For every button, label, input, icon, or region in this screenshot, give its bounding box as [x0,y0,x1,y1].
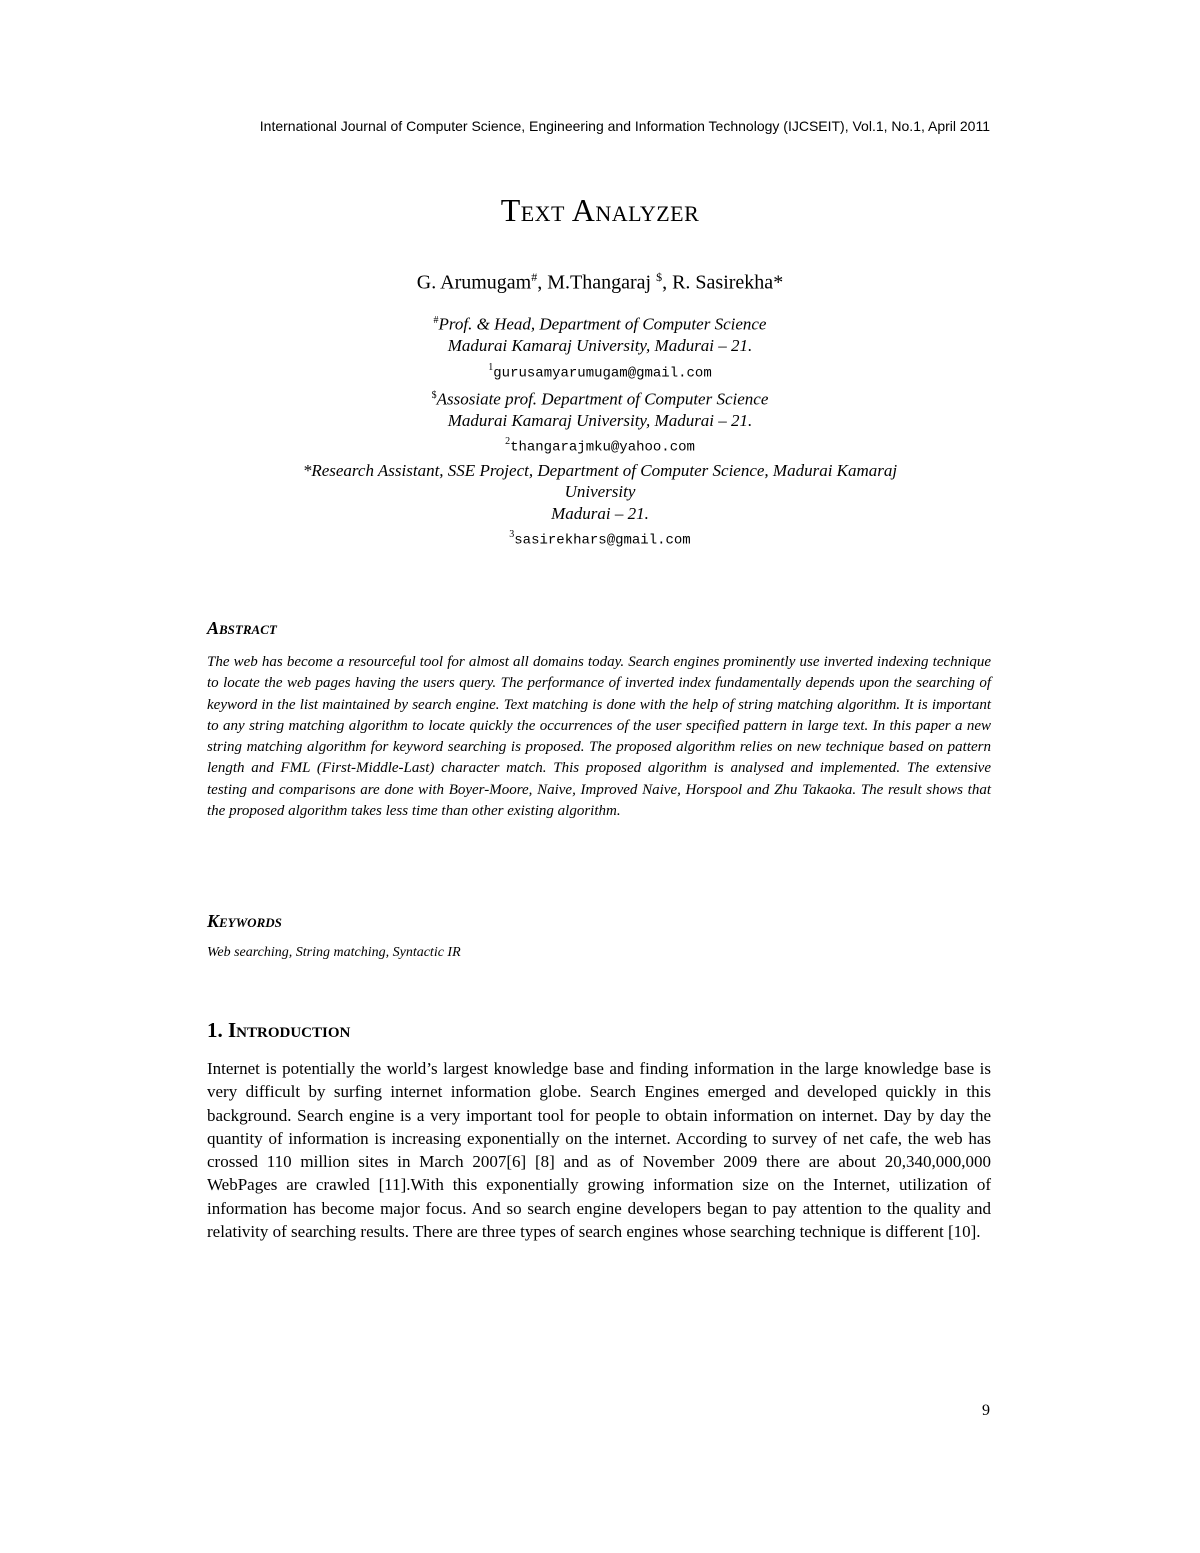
author-2: M.Thangaraj [547,271,652,294]
email-3[interactable]: sasirekhars@gmail.com [514,532,691,549]
keywords-heading: Keywords [207,911,282,931]
running-header: International Journal of Computer Science, Engineering and Information Technology (IJCSEIT), Vol.1, No.1, April 2011 [259,118,990,134]
page-number: 9 [982,1402,990,1419]
email-3-line [210,524,990,552]
email-2-line [210,431,990,459]
paper-title: Text Analyzer [500,192,700,228]
affiliation-2-mark: $ [431,389,437,401]
introduction-heading: 1. Introduction [207,1018,351,1042]
keywords-text: Web searching, String matching, Syntactic IR [207,945,461,960]
author-3: R. Sasirekha* [672,271,784,294]
introduction-text: Internet is potentially the world’s largest knowledge base and finding information in the large knowledge base is very difficult by surfing internet information globe. Search Engines emerged and developed quickly in this background. Search engine is a very important tool for people to obtain information on internet. Day by day the quantity of information is increasing exponentially on the internet. According to survey of net cafe, the web has crossed 110 million sites in March 2007[6] [8] and as of November 2009 there are about 20,340,000,000 WebPages are crawled [11].With this exponentially growing information size on the Internet, utilization of information has become major focus. And so search engine developers began to pay attention to the quality and relativity of searching results. There are three types of search engines whose searching technique is different [10]. [207,1059,991,1242]
author-1-mark: # [531,270,538,284]
affiliation-2-line-1: $Assosiate prof. Department of Computer Science [431,389,769,409]
affiliation-3-line-1: *Research Assistant, SSE Project, Department of Computer Science, Madurai Kamaraj [302,460,898,480]
author-2-mark: $ [656,270,663,284]
affiliation-1-mark: # [433,315,439,326]
affiliations [210,310,990,552]
email-2[interactable]: thangarajmku@yahoo.com [510,440,695,457]
affiliation-3-line-3: Madurai – 21. [551,503,649,523]
email-1-line [210,357,990,385]
email-1[interactable]: gurusamyarumugam@gmail.com [493,365,712,382]
affiliation-1-line-1: #Prof. & Head, Department of Computer Science [433,314,767,334]
affiliation-1-line-2: Madurai Kamaraj University, Madurai – 21. [447,336,753,356]
abstract-text: The web has become a resourceful tool for almost all domains today. Search engines prominently use inverted indexing technique to locate the web pages having the users query. The performance of inverted index fundamentally depends upon the searching of keyword in the list maintained by search engine. Text matching is done with the help of string matching algorithm. It is important to any string matching algorithm to locate quickly the occurrences of the user specified pattern in large text. In this paper a new string matching algorithm for keyword searching is proposed. The proposed algorithm relies on new technique based on pattern length and FML (First-Middle-Last) character match. This proposed algorithm is analysed and implemented. The extensive testing and comparisons are done with Boyer-Moore, Naive, Improved Naive, Horspool and Zhu Takaoka. The result shows that the proposed algorithm takes less time than other existing algorithm. [207,654,991,820]
affiliation-3-line-2: University [564,482,636,502]
affiliation-2-line-2: Madurai Kamaraj University, Madurai – 21. [447,410,753,430]
email-1-mark: 1 [488,361,494,373]
email-2-mark: 2 [505,436,511,448]
email-3-mark: 3 [509,529,515,541]
author-list: G. Arumugam#, M.Thangaraj $, R. Sasirekha* [416,270,784,294]
author-1: G. Arumugam [416,271,532,294]
abstract-heading: Abstract [207,618,277,638]
